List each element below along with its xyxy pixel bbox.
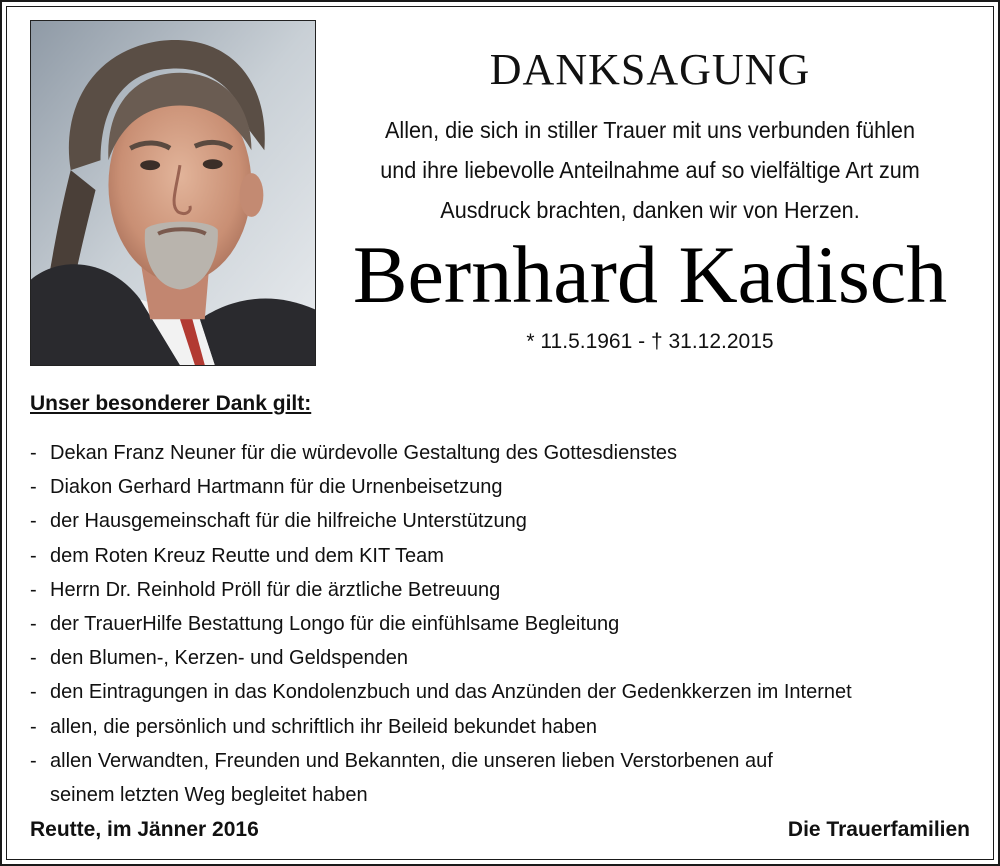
list-item-text: den Blumen-, Kerzen- und Geldspenden: [50, 647, 409, 670]
list-item-text: der TrauerHilfe Bestattung Longo für die einfühlsame Begleitung: [50, 612, 620, 635]
list-item-text: Dekan Franz Neuner für die würdevolle Gestaltung des Gottesdienstes: [50, 442, 678, 464]
dash-bullet: -: [30, 510, 37, 533]
page-title: DANKSAGUNG: [489, 45, 811, 94]
list-item-text: Herrn Dr. Reinhold Pröll für die ärztliche Betreuung: [50, 578, 501, 601]
life-dates: * 11.5.1961 - † 31.12.2015: [526, 330, 774, 353]
list-item: [30, 607, 970, 641]
list-item: [30, 573, 970, 607]
list-item-text: seinem letzten Weg begleitet haben: [50, 783, 368, 806]
intro-text: [359, 110, 942, 230]
dash-bullet: -: [30, 544, 37, 567]
list-item: [30, 675, 970, 709]
dash-bullet: -: [30, 476, 37, 499]
intro-line: und ihre liebevolle Anteilnahme auf so vielfältige Art zum: [380, 157, 920, 183]
dash-bullet: -: [30, 647, 37, 670]
intro-line: Allen, die sich in stiller Trauer mit uns verbunden fühlen: [385, 117, 915, 143]
list-item-text: allen Verwandten, Freunden und Bekannten, die unseren lieben Verstorbenen auf: [50, 749, 773, 772]
thanks-heading: Unser besonderer Dank gilt:: [30, 392, 312, 415]
list-item: [30, 436, 970, 470]
list-item: [30, 641, 970, 675]
list-item: [30, 539, 970, 573]
dash-bullet: -: [30, 612, 37, 635]
list-item-text: dem Roten Kreuz Reutte und dem KIT Team: [50, 544, 444, 567]
dash-bullet: -: [30, 578, 37, 601]
dash-bullet: -: [30, 681, 37, 704]
list-item-text: den Eintragungen in das Kondolenzbuch und das Anzünden der Gedenkkerzen im Internet: [50, 681, 852, 704]
thanks-list: [30, 436, 970, 812]
list-item-text: allen, die persönlich und schriftlich ihr Beileid bekundet haben: [50, 715, 598, 738]
intro-line: Ausdruck brachten, danken wir von Herzen.: [440, 197, 860, 223]
list-item-text: Diakon Gerhard Hartmann für die Urnenbeisetzung: [50, 476, 503, 499]
portrait-icon: [31, 21, 315, 365]
list-item: [30, 744, 970, 778]
list-item: [30, 504, 970, 538]
dash-bullet: -: [30, 442, 37, 464]
place-date: Reutte, im Jänner 2016: [30, 818, 259, 841]
dash-bullet: -: [30, 749, 37, 772]
portrait-photo: [30, 20, 316, 366]
dash-bullet: -: [30, 715, 37, 738]
list-item: [30, 710, 970, 744]
list-item: [30, 470, 970, 504]
deceased-name: Bernhard Kadisch: [352, 229, 948, 320]
list-item-text: der Hausgemeinschaft für die hilfreiche Unterstützung: [50, 510, 527, 533]
signature: Die Trauerfamilien: [787, 818, 970, 841]
list-item-continuation: [30, 778, 970, 812]
